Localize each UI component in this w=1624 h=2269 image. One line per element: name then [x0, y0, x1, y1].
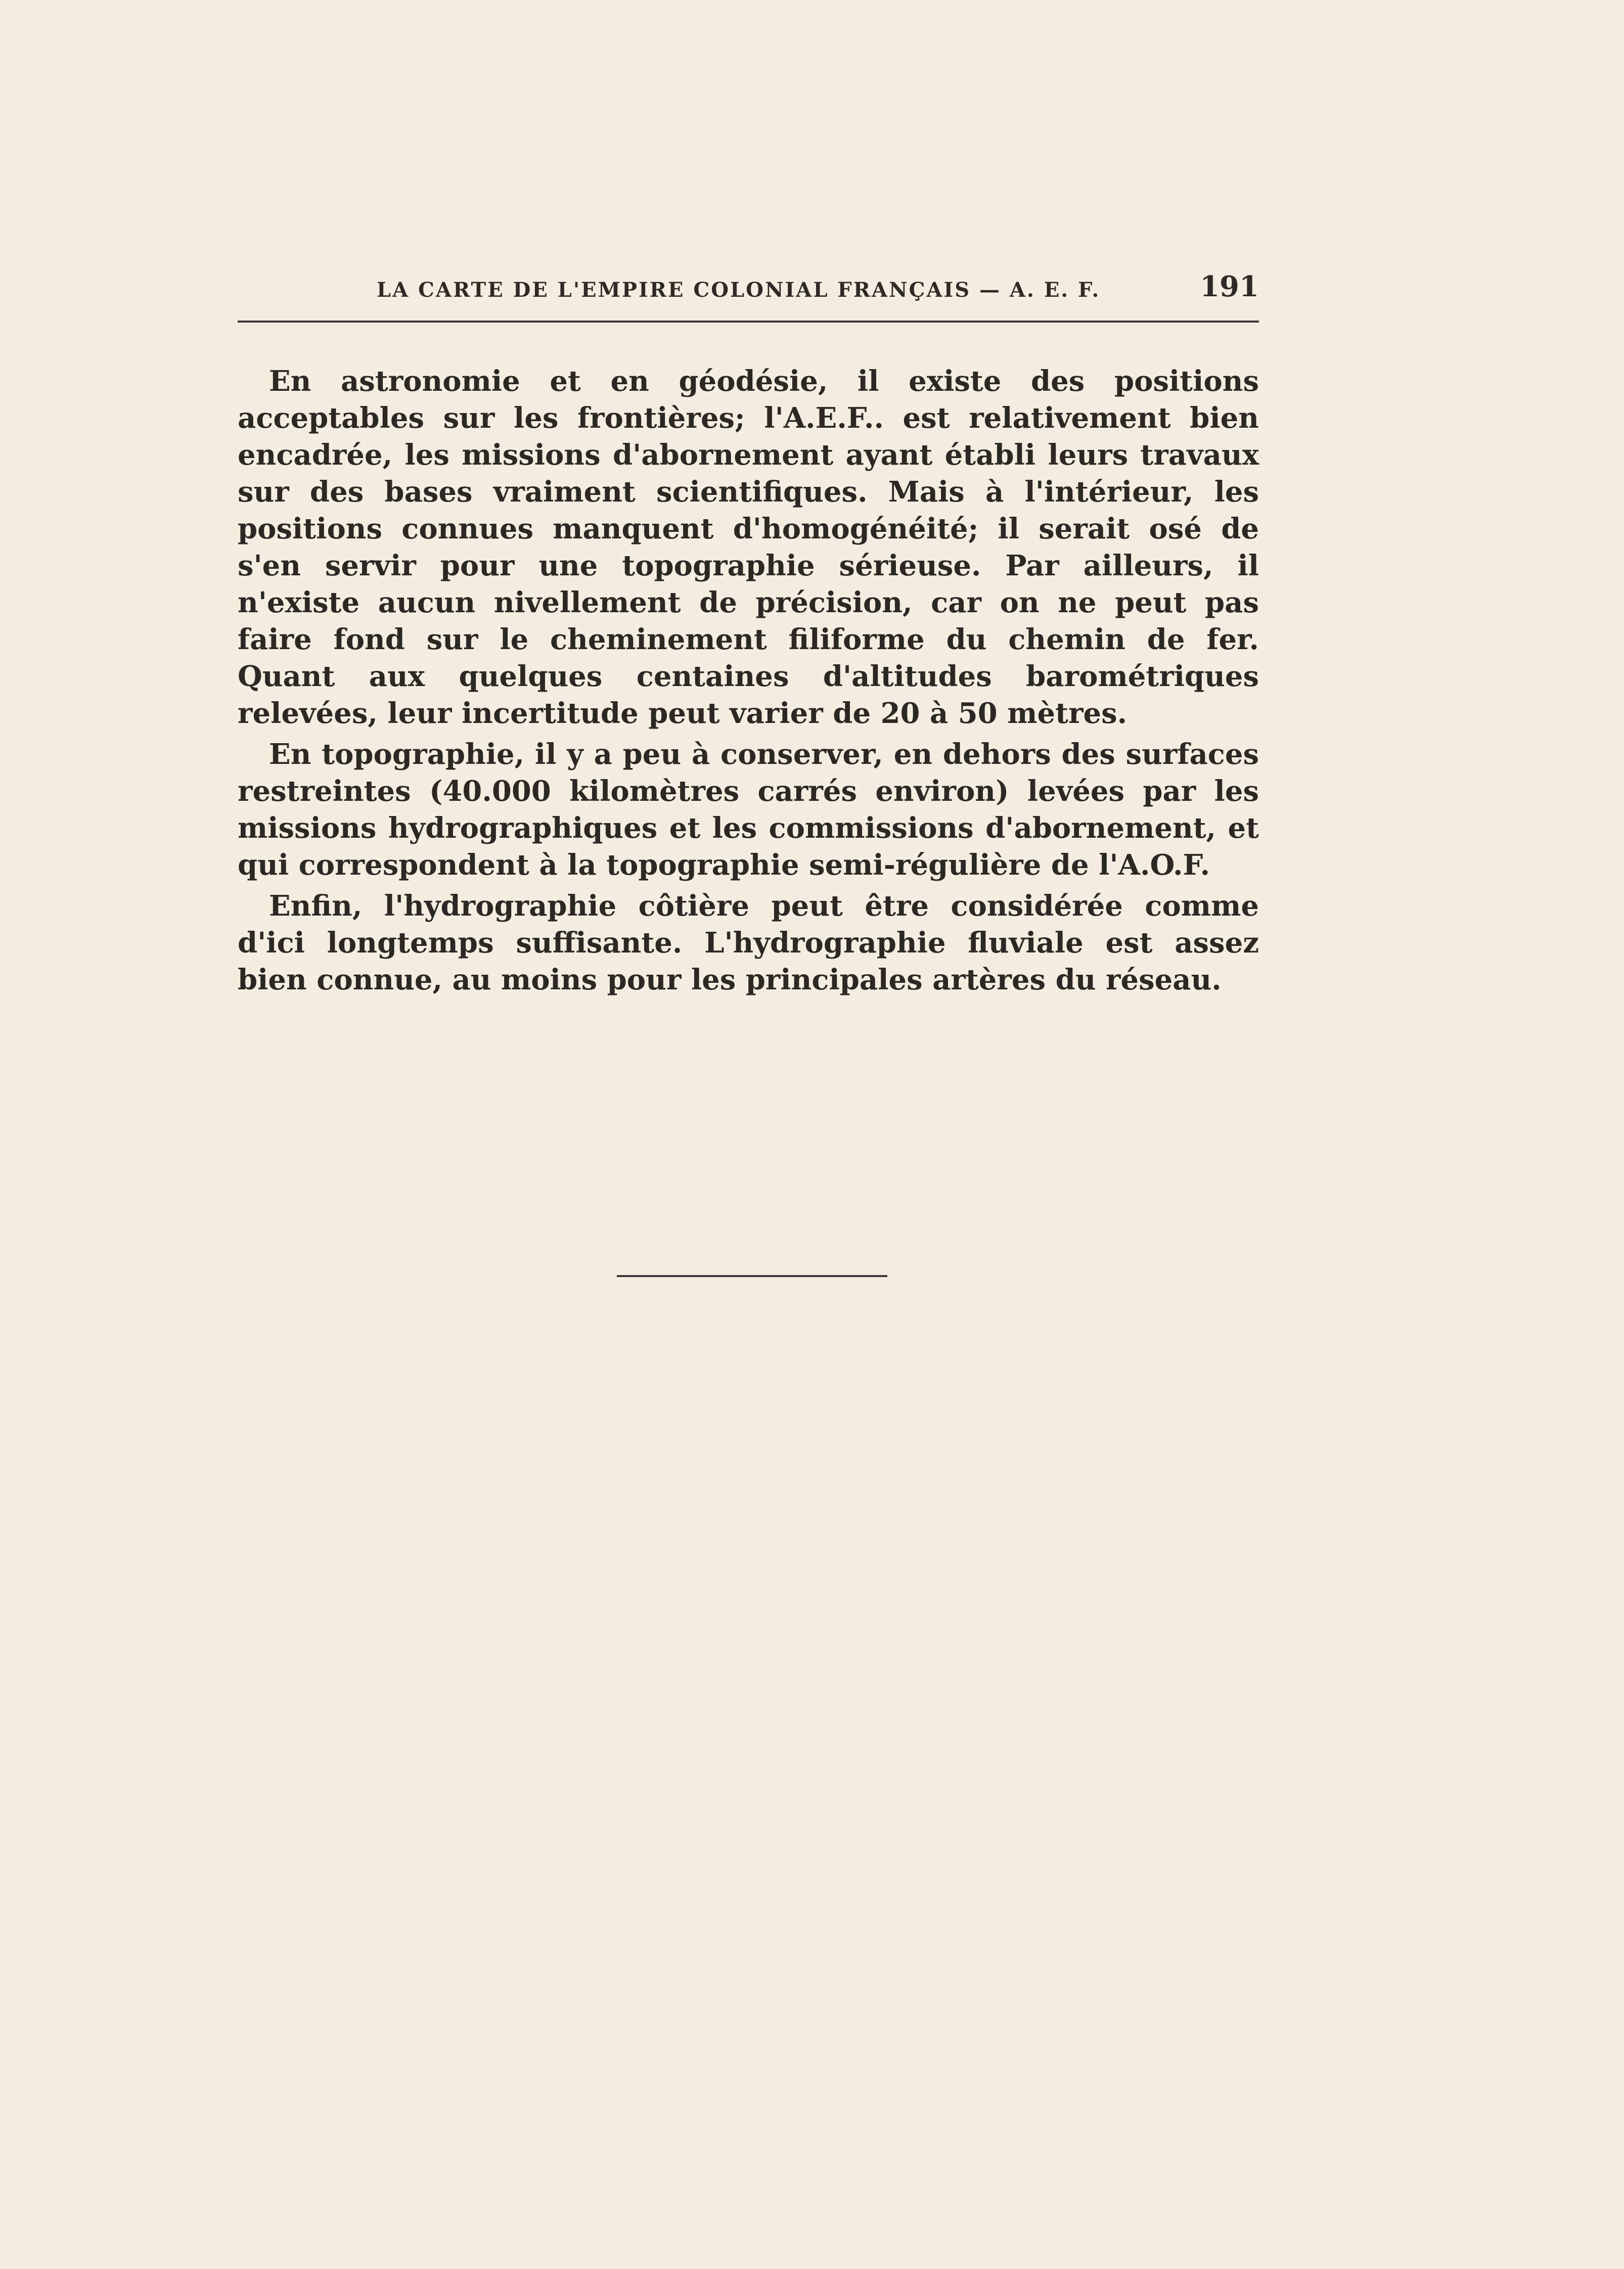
paragraph-astronomy: En astronomie et en géodésie, il existe des positions acceptables sur les frontières; l'A.E.F.. est relativement bien encadrée, les missions d'abornement ayant établi leurs travaux sur des bases vraiment scientifiques. Mais à l'intérieur, les positions connues manquent d'homogénéité; il serait osé de s'en servir pour une topographie sérieuse. Par ailleurs, il n'existe aucun nivellement de précision, car on ne peut pas faire fond sur le cheminement filiforme du chemin de fer. Quant aux quelques centaines d'altitudes barométriques relevées, leur incertitude peut varier de 20 à 50 mètres. — [238, 365, 1259, 730]
paragraph-hydrography: Enfin, l'hydrographie côtière peut être considérée comme d'ici longtemps suffisante. L'hydrographie fluviale est assez bien connue, au moins pour les principales artères du réseau. — [238, 889, 1259, 996]
body-text — [238, 363, 1259, 1003]
section-end-rule — [617, 1275, 887, 1277]
paragraph-topography: En topographie, il y a peu à conserver, en dehors des surfaces restreintes (40.000 kilomètres carrés environ) levées par les missions hydrographiques et les commissions d'abornement, et qui correspondent à la topographie semi-régulière de l'A.O.F. — [238, 738, 1259, 882]
running-title: LA CARTE DE L'EMPIRE COLONIAL FRANÇAIS — A. E. F. — [377, 278, 1101, 302]
page-header — [238, 268, 1259, 313]
page-number: 191 — [1200, 270, 1259, 303]
header-rule — [238, 321, 1259, 323]
